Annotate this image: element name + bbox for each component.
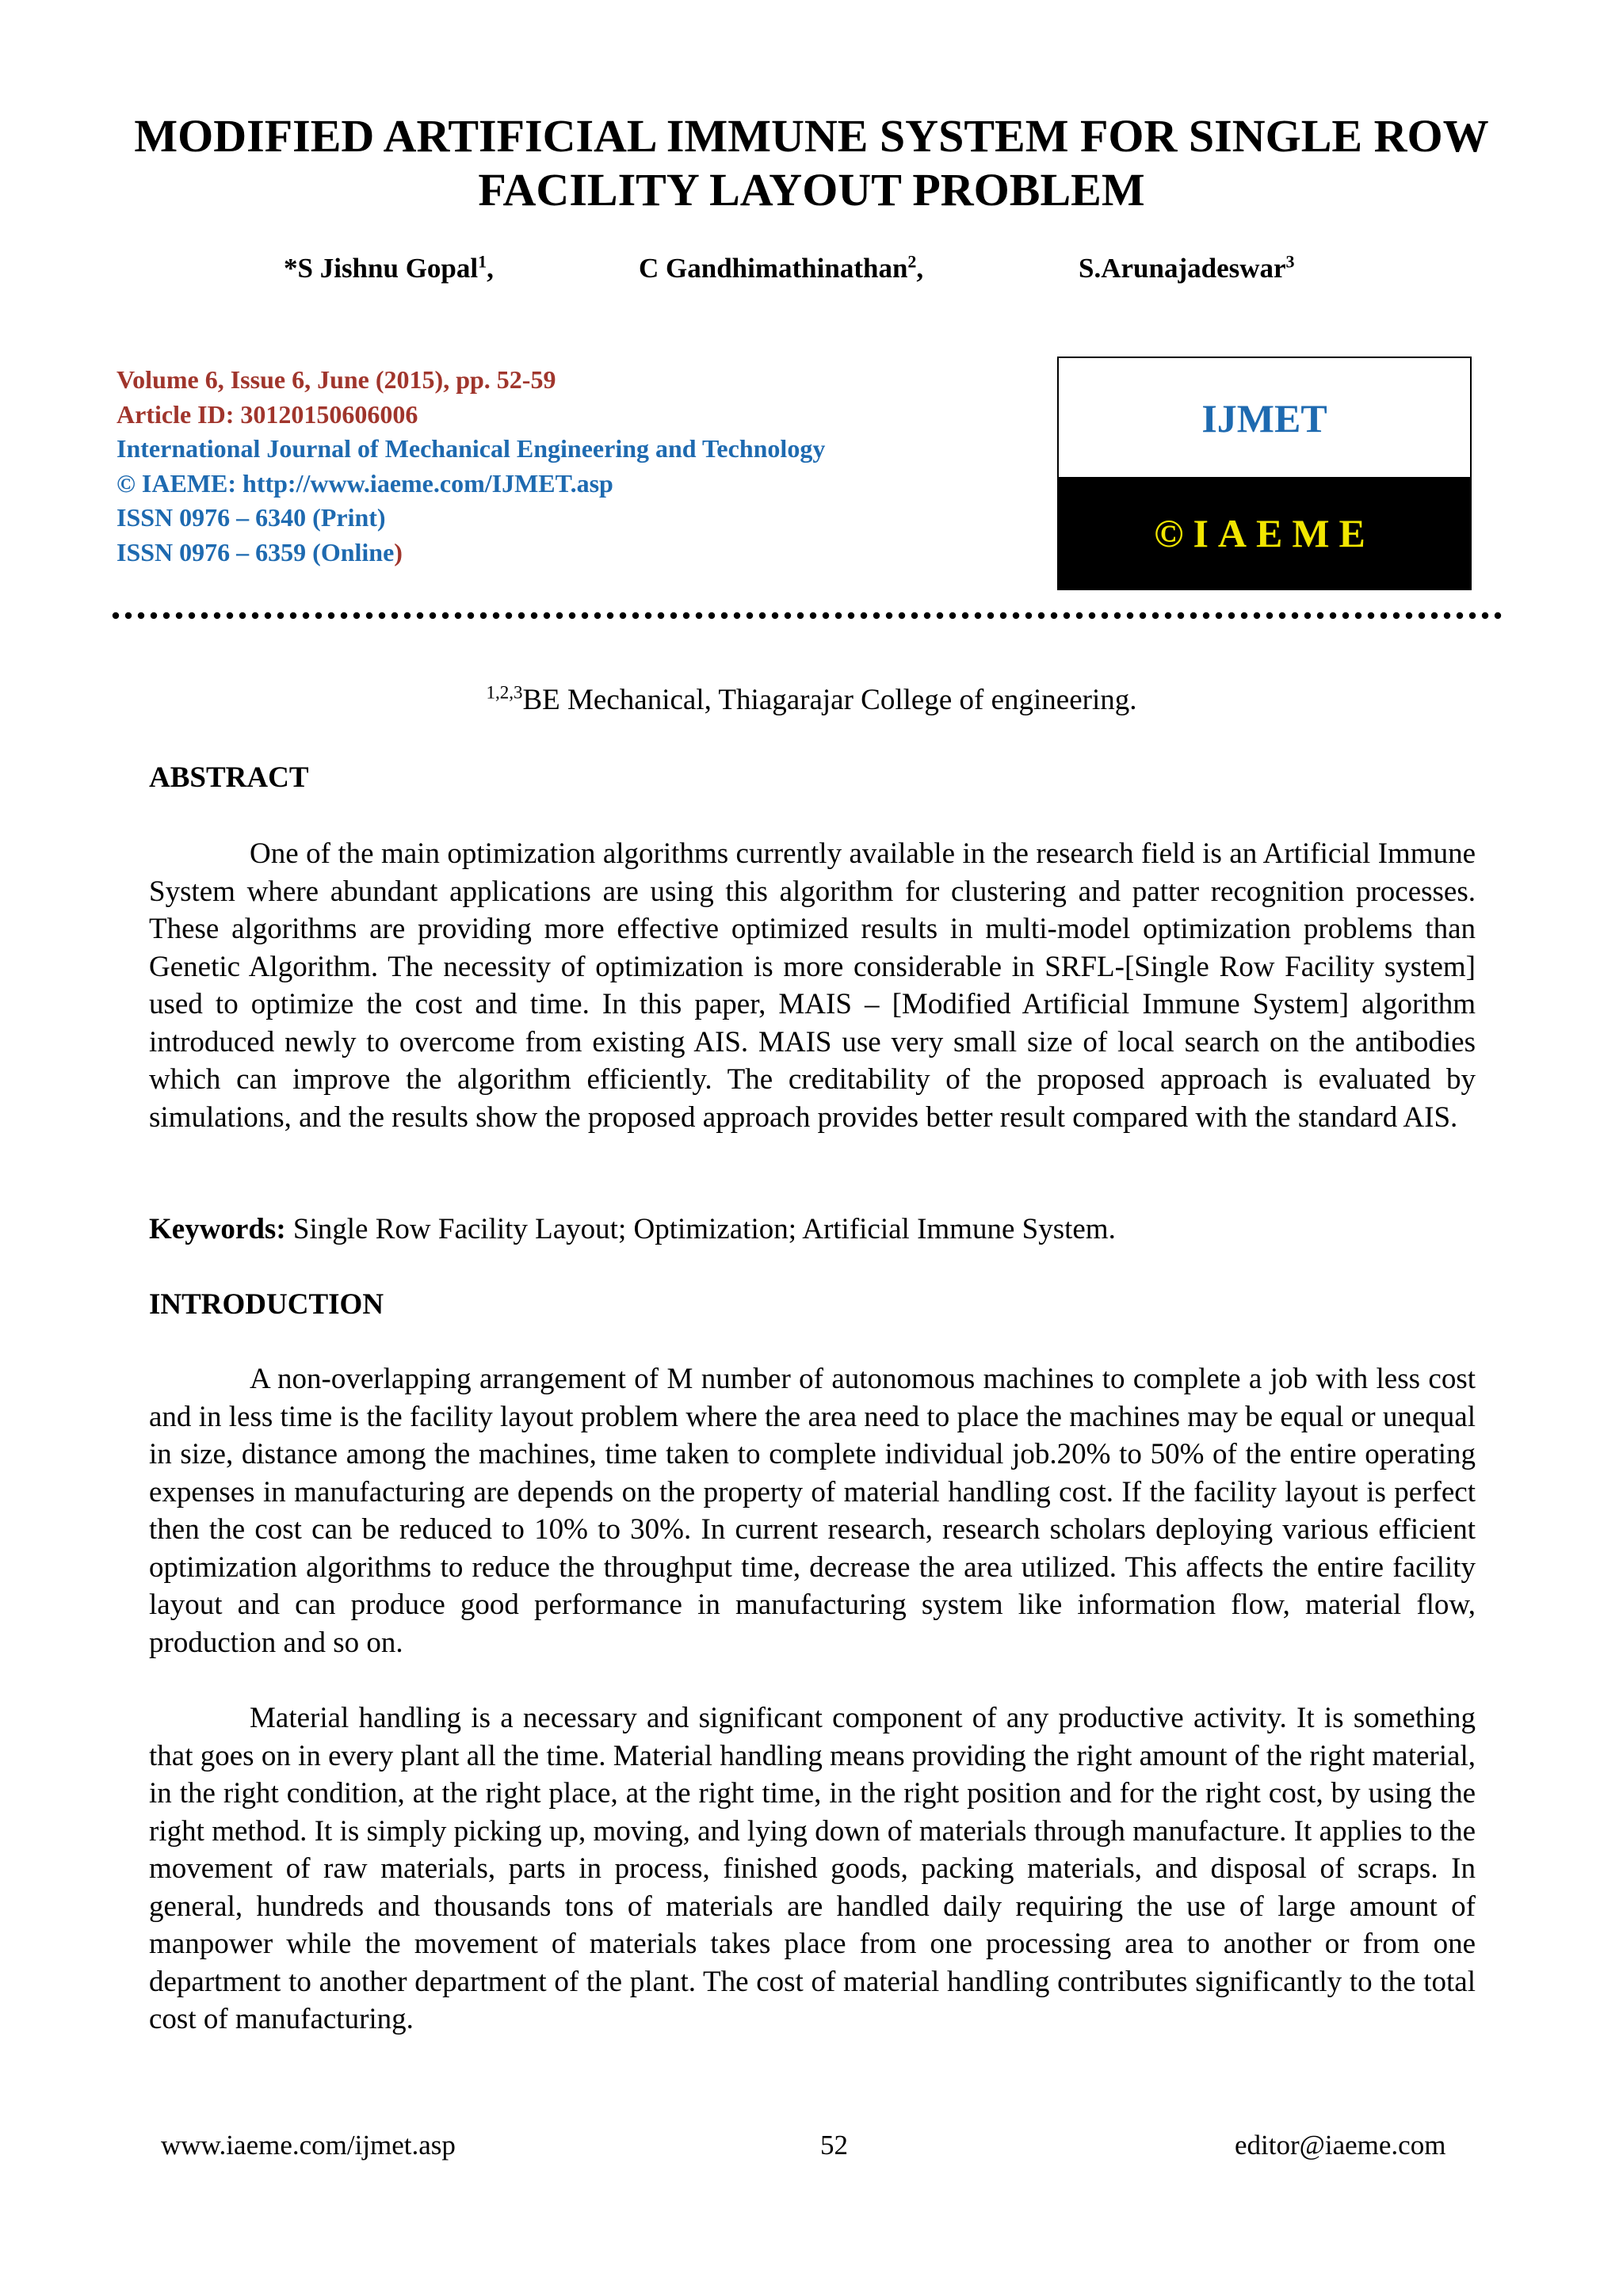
footer-url: www.iaeme.com/ijmet.asp <box>161 2130 456 2161</box>
issn-online-paren: ) <box>394 537 403 566</box>
introduction-heading: INTRODUCTION <box>149 1288 384 1321</box>
abstract-heading: ABSTRACT <box>149 761 309 794</box>
keywords-text: Single Row Facility Layout; Optimization; Artificial Immune System. <box>285 1213 1116 1245</box>
keywords <box>149 1211 1476 1249</box>
journal-url: © IAEME: http://www.iaeme.com/IJMET.asp <box>116 468 613 498</box>
intro-paragraph-2: Material handling is a necessary and significant component of any productive activity. It is something that goes on in every plant all the time. Material handling means providing the right amount of the right material, in the right condition, at the right place, at the right time, in the right position and for the right cost, by using the right method. It is simply picking up, moving, and lying down of materials through manufacture. It applies to the movement of raw materials, parts in process, finished goods, packing materials, and disposal of scraps. In general, hundreds and thousands tons of materials are handled daily requiring the use of large amount of manpower while the movement of materials takes place from one processing area to another or from one department to another department of the plant. The cost of material handling contributes significantly to the total cost of manufacturing. <box>149 1702 1476 2035</box>
abstract-body: One of the main optimization algorithms currently available in the research field is an Artificial Immune System where abundant applications are using this algorithm for clustering and patter recognition processes. These algorithms are providing more effective optimized results in multi-model optimization problems than Genetic Algorithm. The necessity of optimization is more considerable in SRFL-[Single Row Facility system] used to optimize the cost and time. In this paper, MAIS – [Modified Artificial Immune System] algorithm introduced newly to overcome from existing AIS. MAIS use very small size of local search on the antibodies which can improve the algorithm efficiently. The creditability of the proposed approach is evaluated by simulations, and the results show the proposed approach provides better result compared with the standard AIS. <box>149 837 1476 1134</box>
issn-online-text: ISSN 0976 – 6359 (Online <box>116 537 395 566</box>
ijmet-logo <box>1057 357 1472 590</box>
intro-paragraph-1: A non-overlapping arrangement of M number of autonomous machines to complete a job with less cost and in less time is the facility layout problem where the area need to place the machines may be equal or unequal in size, distance among the machines, time taken to complete individual job.20% to 50% of the entire operating expenses in manufacturing are depends on the property of material handling cost. If the facility layout is perfect then the cost can be reduced to 10% to 30%. In current research, research scholars deploying various efficient optimization algorithms to reduce the throughput time, decrease the area utilized. This affects the entire facility layout and can produce good performance in manufacturing system like information flow, material flow, production and so on. <box>149 1363 1476 1659</box>
author-sep: , <box>916 253 924 284</box>
author-sep: , <box>487 253 494 284</box>
affiliation-text: BE Mechanical, Thiagarajar College of engineering. <box>522 684 1137 716</box>
logo-top-text: IJMET <box>1201 396 1327 441</box>
volume-info: Volume 6, Issue 6, June (2015), pp. 52-59 <box>116 365 556 394</box>
keywords-label: Keywords: <box>149 1213 286 1245</box>
author-name: S.Arunajadeswar <box>1079 253 1286 284</box>
author-name: *S Jishnu Gopal <box>284 253 479 284</box>
author-sup: 3 <box>1285 251 1295 272</box>
author-3 <box>1079 252 1295 285</box>
page-number: 52 <box>820 2130 848 2161</box>
affiliation <box>0 683 1623 717</box>
dotted-separator <box>111 610 1506 621</box>
article-id: Article ID: 30120150606006 <box>116 399 418 429</box>
author-sup: 2 <box>907 251 917 272</box>
author-sup: 1 <box>478 251 487 272</box>
author-2 <box>639 252 923 285</box>
footer-email: editor@iaeme.com <box>1235 2130 1446 2161</box>
author-name: C Gandhimathinathan <box>639 253 908 284</box>
paper-title: MODIFIED ARTIFICIAL IMMUNE SYSTEM FOR SINGLE ROW FACILITY LAYOUT PROBLEM <box>134 110 1489 215</box>
author-1 <box>284 252 494 285</box>
affiliation-sup: 1,2,3 <box>486 682 523 703</box>
journal-name: International Journal of Mechanical Engineering and Technology <box>116 434 826 463</box>
journal-meta <box>116 363 825 570</box>
issn-print: ISSN 0976 – 6340 (Print) <box>116 503 386 532</box>
issn-online <box>116 536 825 570</box>
logo-bottom-text: ©IAEME <box>1059 477 1470 589</box>
